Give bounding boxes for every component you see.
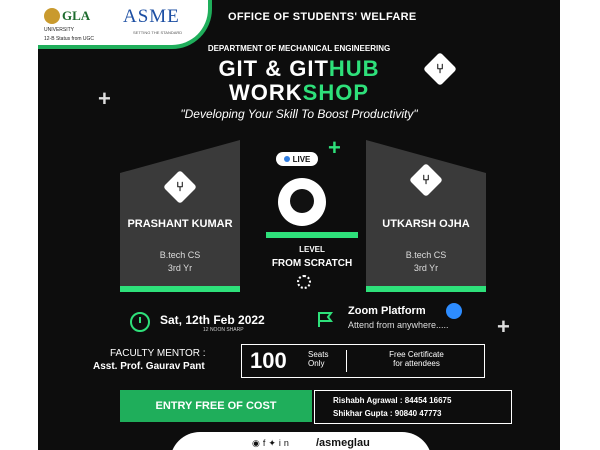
event-title-line1 xyxy=(38,56,560,82)
certificate-note xyxy=(354,350,479,368)
workshop-poster xyxy=(38,0,560,450)
plus-icon: + xyxy=(328,135,341,160)
social-icons xyxy=(252,438,292,449)
github-logo-icon xyxy=(278,178,326,226)
certificate-line: Free Certificate xyxy=(389,350,444,359)
speaker-course: B.tech CS xyxy=(405,250,447,260)
platform-name: Zoom Platform xyxy=(348,305,426,317)
asme-logo: ASME xyxy=(123,6,180,27)
card-accent-bar xyxy=(366,286,486,292)
gla-logo: GLA xyxy=(62,8,91,23)
speaker-name: PRASHANT KUMAR xyxy=(127,218,233,230)
seats-text xyxy=(308,350,338,368)
facebook-icon[interactable]: f xyxy=(262,438,269,448)
title-part: GIT & GIT xyxy=(218,56,329,81)
center-accent-bar xyxy=(266,232,358,238)
event-tagline: "Developing Your Skill To Boost Productivity" xyxy=(180,107,418,121)
event-title-line2 xyxy=(38,80,560,106)
live-label: LIVE xyxy=(292,154,311,164)
level-label: LEVEL xyxy=(299,245,325,254)
clock-icon xyxy=(130,312,150,332)
github-octocat-icon xyxy=(290,189,314,213)
live-badge xyxy=(276,152,318,166)
office-title: OFFICE OF STUDENTS' WELFARE xyxy=(228,11,417,23)
card-accent-bar xyxy=(120,286,240,292)
instagram-icon[interactable]: ◉ xyxy=(252,438,263,448)
contacts-box xyxy=(314,390,512,424)
linkedin-icon[interactable]: in xyxy=(278,438,292,448)
seats-only: Only xyxy=(308,359,325,368)
seats-count: 100 xyxy=(250,348,287,373)
loading-icon xyxy=(297,275,311,289)
mentor-label: FACULTY MENTOR : xyxy=(110,348,206,359)
seats-box xyxy=(241,344,485,378)
social-footer xyxy=(170,432,432,450)
certificate-line: for attendees xyxy=(393,359,440,368)
speaker-name: UTKARSH OJHA xyxy=(382,218,470,230)
gla-subtitle: UNIVERSITY xyxy=(44,27,75,33)
plus-icon: + xyxy=(98,86,111,111)
title-part-accent: HUB xyxy=(328,56,380,81)
title-part: WORK xyxy=(228,80,303,105)
level-value: FROM SCRATCH xyxy=(271,258,353,269)
gla-seal-icon xyxy=(44,8,60,24)
entry-free-banner: ENTRY FREE OF COST xyxy=(120,390,312,422)
flag-icon xyxy=(316,310,334,328)
contact-line: Rishabh Agrawal : 84454 16675 xyxy=(333,396,452,405)
logo-panel xyxy=(38,0,212,49)
twitter-icon[interactable]: ✦ xyxy=(268,438,279,448)
event-date: Sat, 12th Feb 2022 xyxy=(160,313,265,327)
speaker-year: 3rd Yr xyxy=(167,263,193,273)
speaker-course: B.tech CS xyxy=(159,250,201,260)
zoom-icon xyxy=(446,303,462,319)
live-dot-icon xyxy=(284,156,290,162)
department-name: DEPARTMENT OF MECHANICAL ENGINEERING xyxy=(207,44,391,53)
git-branch-icon: ⑂ xyxy=(176,179,184,194)
gla-accreditation: 12-B Status from UGC xyxy=(44,36,95,42)
git-branch-icon: ⑂ xyxy=(422,172,430,187)
seats-label: Seats xyxy=(308,350,329,359)
title-part-accent: SHOP xyxy=(302,80,369,105)
platform-note: Attend from anywhere..... xyxy=(348,320,449,330)
asme-tagline: SETTING THE STANDARD xyxy=(133,30,183,35)
speaker-year: 3rd Yr xyxy=(413,263,439,273)
event-time-note: 12 NOON SHARP xyxy=(203,327,244,333)
mentor-name: Asst. Prof. Gaurav Pant xyxy=(93,361,205,372)
plus-icon: + xyxy=(497,314,510,339)
divider xyxy=(346,350,347,372)
social-handle[interactable]: /asmeglau xyxy=(316,437,370,449)
git-branch-icon: ⑂ xyxy=(436,61,444,76)
contact-line: Shikhar Gupta : 90840 47773 xyxy=(333,409,442,418)
